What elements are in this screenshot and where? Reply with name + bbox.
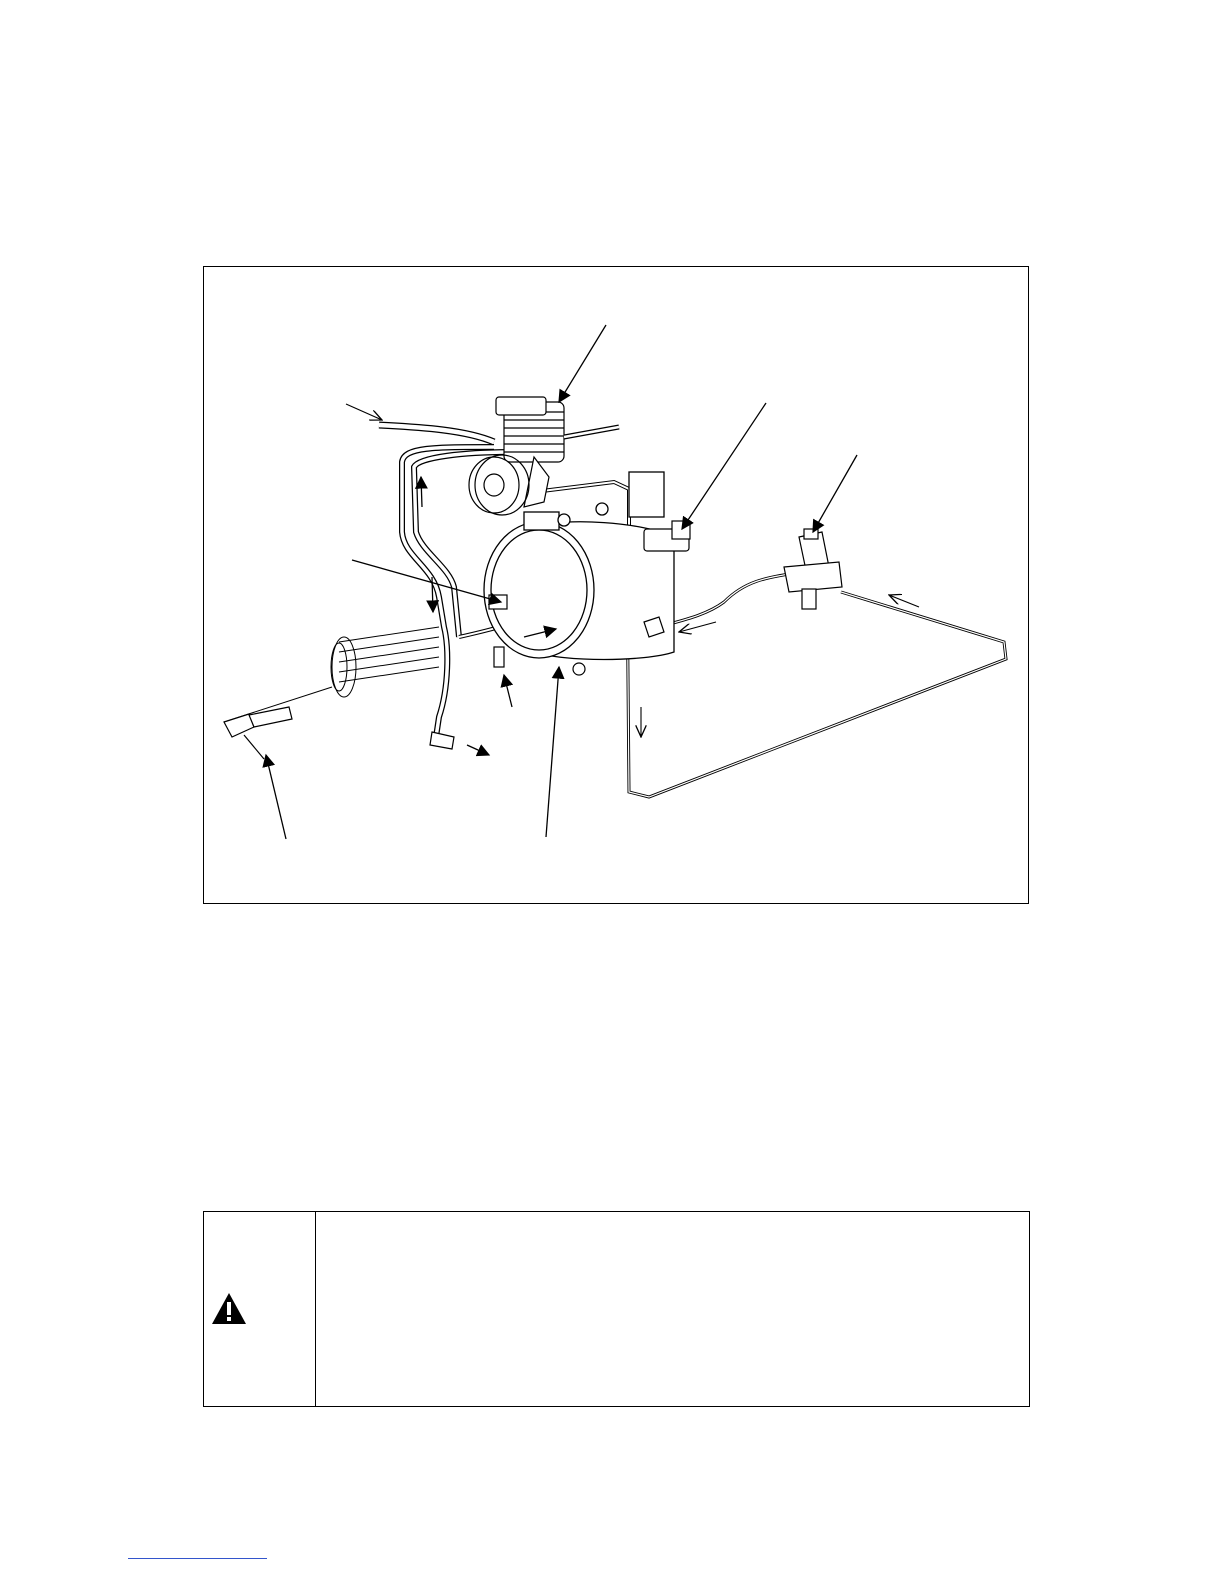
warning-icon-cell [204,1212,316,1406]
compressor [469,397,619,515]
air-system-illustration [204,267,1030,905]
flow-outlet [467,745,489,755]
leader-regulator [813,455,857,532]
solenoid-valve [644,521,690,551]
leader-drain [504,675,512,707]
leader-compressor [559,325,606,402]
coiled-hose [224,627,439,722]
air-chuck [224,707,292,759]
footer-link[interactable] [128,1558,267,1559]
leader-solenoid [682,403,766,529]
leader-air-chuck [266,755,286,839]
pressure-regulator [784,529,842,609]
warning-triangle-icon [211,1292,247,1326]
leader-tank [546,667,559,837]
warning-box [203,1211,1030,1407]
flow-up [421,477,422,507]
warning-text [316,1212,1029,1406]
figure-frame [203,266,1029,904]
